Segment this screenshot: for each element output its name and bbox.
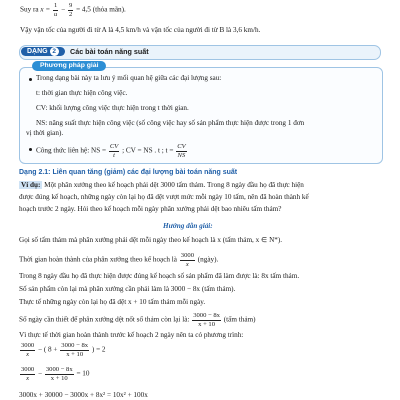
- fraction-1-over-u: $\frac{1}{u}$: [54, 2, 58, 18]
- example-line-3: hoạch trước 2 ngày. Hỏi theo kế hoạch mỗi ngày phân xưởng phải dệt bao nhiêu tấm thảm?: [19, 205, 282, 213]
- example-tag: Ví dụ:: [21, 181, 41, 189]
- eq1-end: ) = 2: [91, 345, 106, 354]
- solution-step-1: Gọi số tấm thảm mà phân xưởng phải dệt mỗi ngày theo kế hoạch là x (tấm thảm, x ∈ N*).: [19, 236, 283, 244]
- eq2-end: = 10: [76, 369, 90, 378]
- solution-step-4: Số sản phẩm còn lại mà phân xưởng cần phải làm là 3000 − 8x (tấm thảm).: [19, 285, 236, 293]
- step-6-prefix: Số ngày cần thiết để phân xưởng dệt nốt số thảm còn lại là:: [19, 315, 190, 324]
- solution-step-3: Trong 8 ngày đầu họ đã thực hiện được đúng kế hoạch số sản phẩm đã làm được là: 8x tấm thảm.: [19, 272, 300, 280]
- step-2-suffix: (ngày).: [197, 255, 219, 264]
- eq2-fraction-b: $\frac{3000 - 8x}{x + 10}$: [45, 366, 73, 382]
- x-equals: x =: [40, 5, 51, 14]
- dang-title: Các bài toán năng suất: [70, 47, 149, 56]
- solution-step-7: Vì thực tế thời gian hoàn thành trước kế hoạch 2 ngày nên ta có phương trình:: [19, 331, 244, 339]
- formula-line: [36, 143, 188, 159]
- eq1-fraction-b: $\frac{3000 - 8x}{x + 10}$: [61, 342, 89, 358]
- eq2-mid: −: [37, 369, 43, 378]
- dang-badge: [21, 47, 65, 56]
- suy-ra-text: Suy ra: [20, 5, 39, 14]
- fraction-remaining-over-rate: $\frac{3000 - 8x}{x + 10}$: [193, 312, 220, 328]
- equation-2: [19, 366, 89, 382]
- dang-label: DẠNG: [27, 48, 48, 55]
- ns-definition-line-1: NS: năng suất thực hiện công việc (số công việc hay số sản phẩm thực hiện được trong 1 đơn: [36, 119, 305, 127]
- step-6-suffix: (tấm thảm): [223, 315, 256, 324]
- step-2-prefix: Thời gian hoàn thành của phân xưởng theo kế hoạch là: [19, 255, 177, 264]
- conclusion-line: [20, 2, 126, 18]
- solution-step-5: Thực tế những ngày còn lại họ đã dệt x + 10 tấm thảm mỗi ngày.: [19, 298, 206, 306]
- example-line-1: [19, 181, 304, 190]
- result-text: = 4,5 (thỏa mãn).: [76, 5, 126, 14]
- solution-title: Hướng dẫn giải:: [163, 222, 213, 230]
- equation-3: 3000x + 30000 − 3000x + 8x² = 10x² + 100x: [19, 391, 148, 399]
- minus-sign: −: [61, 5, 66, 14]
- method-intro: Trong dạng bài này ta lưu ý mối quan hệ giữa các đại lượng sau:: [36, 74, 222, 82]
- fraction-cv-over-ns: $\frac{CV}{NS}$: [177, 143, 186, 159]
- bullet-dot: [29, 148, 32, 151]
- bullet-dot: [29, 78, 32, 81]
- formula-prefix: Công thức liên hệ: NS =: [36, 146, 107, 155]
- equation-1: [19, 342, 106, 358]
- fraction-cv-over-t: $\frac{CV}{t}$: [109, 143, 119, 159]
- eq2-fraction-a: $\frac{3000}{x}$: [21, 366, 35, 382]
- example-line-2: được đúng kế hoạch, những ngày còn lại họ đã dệt vượt mức mỗi ngày 10 tấm, nên đã hoàn thành kế: [19, 193, 309, 201]
- method-tab: Phương pháp giải: [32, 61, 106, 71]
- eq1-fraction-a: $\frac{3000}{x}$: [21, 342, 35, 358]
- fraction-3000-over-x: $\frac{3000}{x}$: [180, 252, 194, 268]
- dang-number: 2: [50, 47, 59, 56]
- ns-definition-line-2: vị thời gian).: [26, 129, 64, 137]
- t-definition: t: thời gian thực hiện công việc.: [36, 89, 128, 97]
- section-title: Dạng 2.1: Liên quan tăng (giảm) các đại lượng bài toán năng suất: [19, 169, 238, 176]
- solution-step-6: [19, 312, 256, 328]
- formula-mid: ; CV = NS . t ; t =: [122, 146, 174, 155]
- solution-step-2: [19, 252, 218, 268]
- example-text-1: Một phân xưởng theo kế hoạch phải dệt 3000 tấm thảm. Trong 8 ngày đầu họ đã thực hiện: [42, 181, 304, 189]
- eq1-mid: − ( 8 +: [37, 345, 58, 354]
- fraction-9-over-2: $\frac{9}{2}$: [68, 2, 73, 18]
- cv-definition: CV: khối lượng công việc thực hiện trong t thời gian.: [36, 104, 189, 112]
- speed-conclusion: Vậy vận tốc của người đi từ A là 4,5 km/h và vận tốc của người đi từ B là 3,6 km/h.: [20, 26, 261, 34]
